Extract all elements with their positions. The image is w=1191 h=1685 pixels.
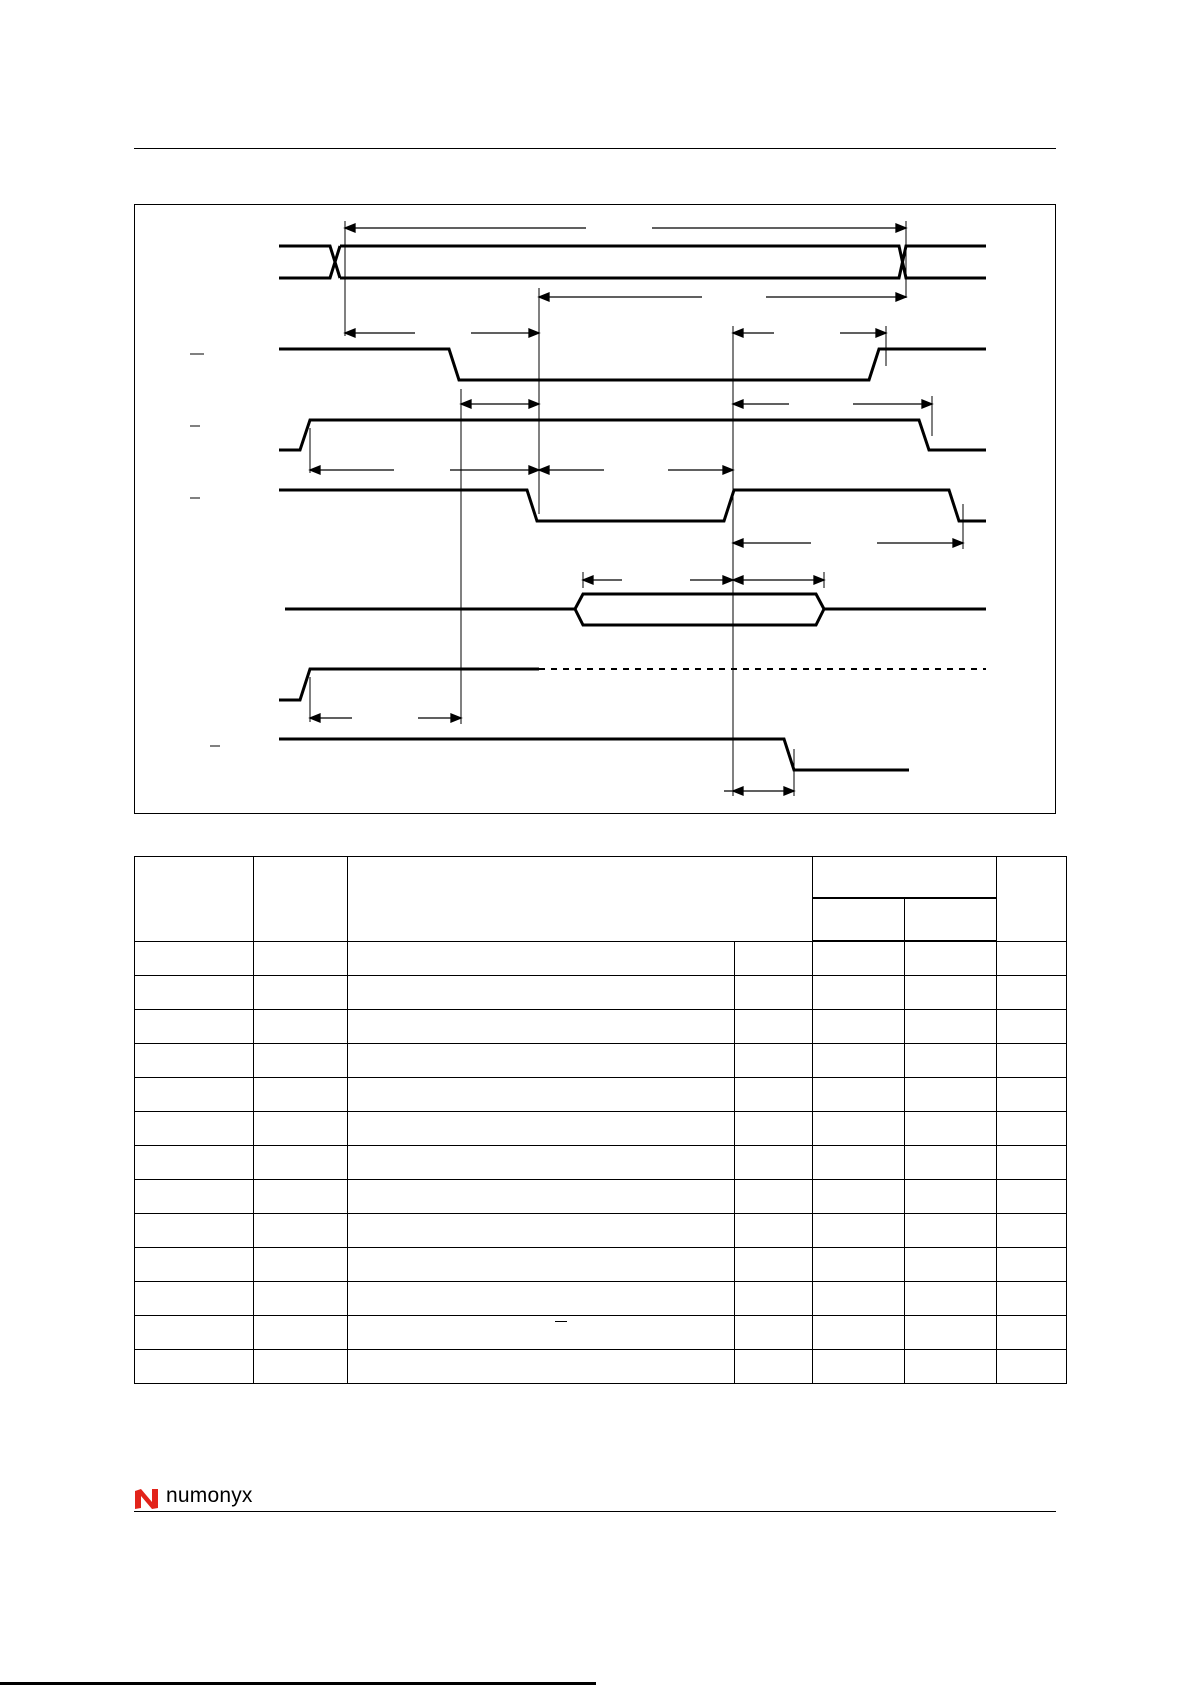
table-cell bbox=[905, 941, 997, 976]
table-cell bbox=[254, 941, 348, 976]
header-rule bbox=[134, 148, 1056, 149]
table-row bbox=[135, 1350, 1067, 1384]
table-row bbox=[135, 1180, 1067, 1214]
waveform-signal-3 bbox=[279, 420, 986, 450]
figure-frame bbox=[135, 205, 1056, 814]
table-cell bbox=[997, 1350, 1067, 1384]
table-cell bbox=[348, 1112, 735, 1146]
table-row bbox=[135, 1214, 1067, 1248]
table-cell bbox=[735, 941, 813, 976]
table-cell bbox=[348, 1350, 735, 1384]
table-cell bbox=[813, 1316, 905, 1350]
table-cell bbox=[254, 976, 348, 1010]
table-cell bbox=[813, 1282, 905, 1316]
logo-wordmark: numonyx bbox=[166, 1484, 253, 1507]
table-cell bbox=[997, 1044, 1067, 1078]
table-cell bbox=[735, 1112, 813, 1146]
table-cell bbox=[905, 976, 997, 1010]
table-cell bbox=[735, 1316, 813, 1350]
table-cell bbox=[905, 1180, 997, 1214]
table-cell bbox=[135, 976, 254, 1010]
table-body bbox=[135, 941, 1067, 1384]
table-cell bbox=[905, 1010, 997, 1044]
table-cell bbox=[735, 1044, 813, 1078]
table-cell bbox=[348, 941, 735, 976]
table-cell bbox=[348, 1044, 735, 1078]
table-cell bbox=[254, 1316, 348, 1350]
table-cell bbox=[813, 1180, 905, 1214]
table-cell bbox=[254, 1044, 348, 1078]
table-cell bbox=[348, 1146, 735, 1180]
table-cell bbox=[348, 1248, 735, 1282]
table-cell bbox=[905, 1214, 997, 1248]
table-cell bbox=[997, 1214, 1067, 1248]
table-cell bbox=[735, 1078, 813, 1112]
table-cell bbox=[254, 1112, 348, 1146]
table-row bbox=[135, 1078, 1067, 1112]
table-cell bbox=[813, 1214, 905, 1248]
table-cell bbox=[135, 941, 254, 976]
table-cell bbox=[254, 1010, 348, 1044]
table-row bbox=[135, 1316, 1067, 1350]
table-cell bbox=[997, 1146, 1067, 1180]
table-cell bbox=[813, 1078, 905, 1112]
table-cell bbox=[813, 1010, 905, 1044]
table-cell bbox=[997, 976, 1067, 1010]
table-cell bbox=[254, 1248, 348, 1282]
header-cell bbox=[135, 857, 254, 942]
table-cell bbox=[813, 1112, 905, 1146]
table-cell bbox=[135, 1316, 254, 1350]
table-cell bbox=[348, 1214, 735, 1248]
waveform-bus-1 bbox=[279, 246, 986, 278]
table-cell bbox=[254, 1350, 348, 1384]
table-cell bbox=[135, 1248, 254, 1282]
waveform-signal-4 bbox=[279, 490, 986, 521]
table-cell bbox=[348, 976, 735, 1010]
header-cell bbox=[348, 857, 813, 942]
header-cell bbox=[254, 857, 348, 942]
table-cell bbox=[905, 1112, 997, 1146]
table-row bbox=[135, 1044, 1067, 1078]
table-cell bbox=[348, 1078, 735, 1112]
table-cell bbox=[735, 1146, 813, 1180]
table-row bbox=[135, 1112, 1067, 1146]
table-cell bbox=[905, 1248, 997, 1282]
table-cell bbox=[135, 1350, 254, 1384]
table-cell bbox=[735, 1248, 813, 1282]
table-cell bbox=[135, 1078, 254, 1112]
table-cell bbox=[997, 1316, 1067, 1350]
footer-rule bbox=[134, 1511, 1056, 1512]
table-cell bbox=[997, 1010, 1067, 1044]
table-cell bbox=[348, 1180, 735, 1214]
table-cell bbox=[735, 1180, 813, 1214]
table-cell bbox=[905, 1078, 997, 1112]
reference-lines bbox=[310, 221, 963, 796]
waveform-signal-7 bbox=[279, 739, 909, 770]
table-cell bbox=[135, 1044, 254, 1078]
table-row bbox=[135, 1248, 1067, 1282]
table-header-row bbox=[135, 857, 1067, 899]
table-cell bbox=[135, 1214, 254, 1248]
table-cell bbox=[348, 1010, 735, 1044]
waveform-data bbox=[285, 594, 986, 625]
table-cell bbox=[135, 1146, 254, 1180]
table-cell bbox=[254, 1214, 348, 1248]
table-cell bbox=[905, 1044, 997, 1078]
table-cell bbox=[254, 1078, 348, 1112]
table-cell bbox=[813, 941, 905, 976]
table-cell bbox=[254, 1146, 348, 1180]
table-cell bbox=[905, 1350, 997, 1384]
table-cell bbox=[735, 976, 813, 1010]
table-row bbox=[135, 1010, 1067, 1044]
waveform-signal-6 bbox=[279, 669, 539, 700]
table-cell bbox=[997, 1180, 1067, 1214]
table-cell bbox=[135, 1282, 254, 1316]
overbar-mark bbox=[555, 1321, 567, 1322]
parameter-table bbox=[134, 856, 1067, 1384]
table-cell bbox=[254, 1282, 348, 1316]
header-cell bbox=[905, 898, 997, 941]
table-cell bbox=[813, 1146, 905, 1180]
table-row bbox=[135, 1282, 1067, 1316]
table-cell bbox=[905, 1316, 997, 1350]
table-cell bbox=[735, 1350, 813, 1384]
table-cell bbox=[813, 1044, 905, 1078]
table-cell bbox=[135, 1180, 254, 1214]
timing-arrows bbox=[310, 224, 963, 795]
table-cell bbox=[997, 1112, 1067, 1146]
table-cell bbox=[997, 941, 1067, 976]
table-row bbox=[135, 941, 1067, 976]
timing-diagram bbox=[134, 204, 1056, 814]
table-row bbox=[135, 1146, 1067, 1180]
table-cell bbox=[254, 1180, 348, 1214]
header-cell bbox=[813, 898, 905, 941]
numonyx-logo-icon bbox=[134, 1487, 160, 1511]
table-cell bbox=[813, 976, 905, 1010]
table-cell bbox=[905, 1146, 997, 1180]
table-cell bbox=[135, 1112, 254, 1146]
table-cell bbox=[735, 1282, 813, 1316]
table-cell bbox=[348, 1316, 735, 1350]
table-row bbox=[135, 976, 1067, 1010]
header-cell bbox=[997, 857, 1067, 942]
waveform-signal-2 bbox=[279, 349, 986, 380]
table-cell bbox=[997, 1248, 1067, 1282]
table-cell bbox=[735, 1214, 813, 1248]
table-cell bbox=[997, 1282, 1067, 1316]
table-cell bbox=[135, 1010, 254, 1044]
table-cell bbox=[735, 1010, 813, 1044]
table-cell bbox=[348, 1282, 735, 1316]
table-cell bbox=[905, 1282, 997, 1316]
table-cell bbox=[813, 1350, 905, 1384]
table-cell bbox=[813, 1248, 905, 1282]
header-cell bbox=[813, 857, 997, 899]
table-cell bbox=[997, 1078, 1067, 1112]
